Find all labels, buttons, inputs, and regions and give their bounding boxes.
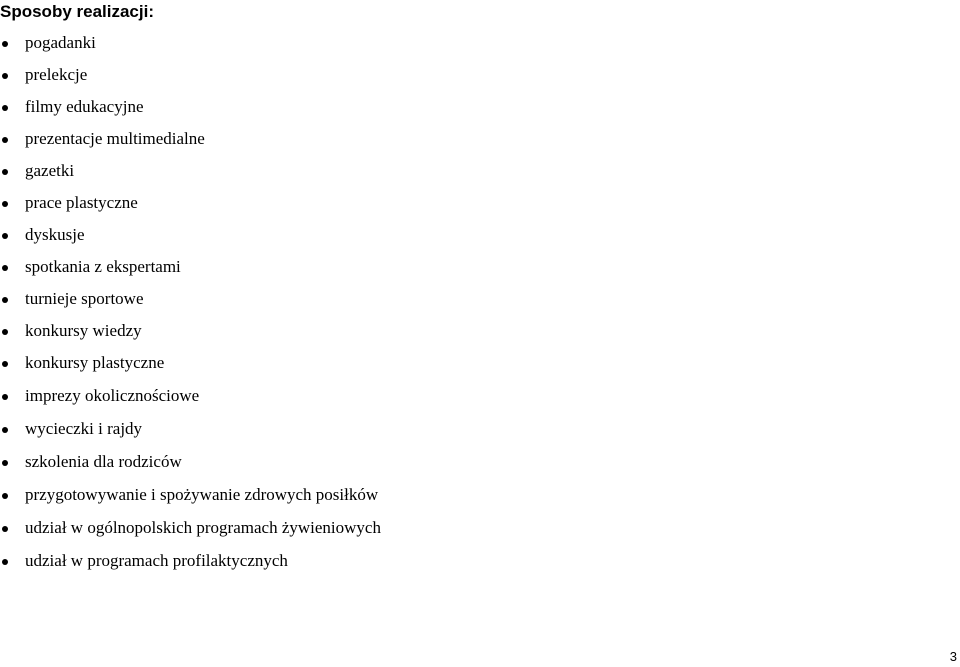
bullet-icon [2,201,8,207]
bullet-icon [2,137,8,143]
bullet-icon [2,169,8,175]
bullet-icon [2,394,8,400]
bullet-icon [2,297,8,303]
list-item-text: wycieczki i rajdy [25,418,143,438]
list-item-text: przygotowywanie i spożywanie zdrowych posiłków [25,484,379,504]
list-item-text: spotkania z ekspertami [25,257,181,276]
list-item-text: filmy edukacyjne [25,97,144,116]
list-item-text: szkolenia dla rodziców [25,451,182,471]
bullet-icon [2,559,8,565]
bullet-icon [2,41,8,47]
list-item-text: imprezy okolicznościowe [25,385,200,405]
list-item-text: konkursy wiedzy [25,321,142,340]
list-item-text: prace plastyczne [25,193,138,212]
bullet-icon [2,361,8,367]
bullet-icon [2,265,8,271]
bullet-icon [2,233,8,239]
page-number: 3 [949,649,957,664]
list-item-text: prelekcje [25,65,88,84]
list-item-text: gazetki [25,161,75,180]
section-heading: Sposoby realizacji: [0,2,154,21]
list-item-text: turnieje sportowe [25,289,144,308]
list-item-text: konkursy plastyczne [25,353,165,372]
list-item-text: prezentacje multimedialne [25,129,205,148]
bullet-icon [2,493,8,499]
bullet-icon [2,73,8,79]
bullet-icon [2,329,8,335]
bullet-icon [2,105,8,111]
bullet-icon [2,427,8,433]
bullet-icon [2,526,8,532]
list-item-text: udział w programach profilaktycznych [25,550,288,570]
list-item-text: udział w ogólnopolskich programach żywieniowych [25,517,381,537]
list-item-text: pogadanki [25,33,96,52]
bullet-icon [2,460,8,466]
list-item-text: dyskusje [25,225,85,244]
